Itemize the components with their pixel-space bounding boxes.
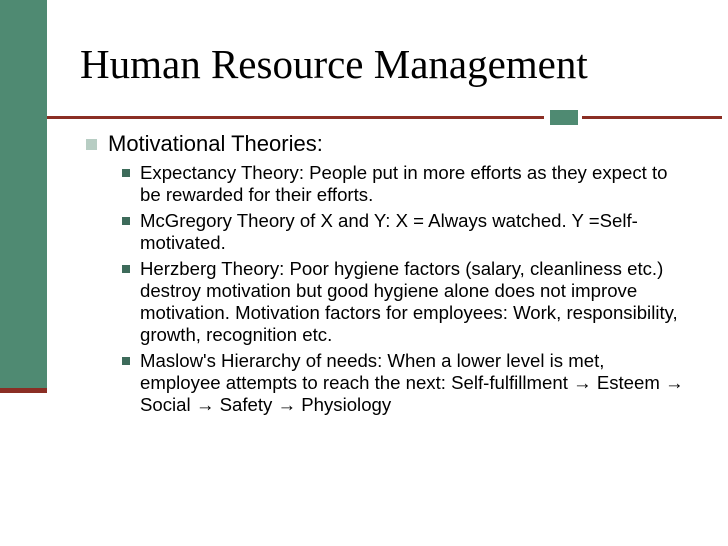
main-bullet <box>86 131 706 157</box>
title-divider-right <box>582 116 722 119</box>
maslow-level: Esteem <box>596 372 660 393</box>
title-divider <box>47 116 544 119</box>
list-item-text: Expectancy Theory: People put in more efforts as they expect to be rewarded for their efforts. <box>140 162 668 205</box>
square-bullet-icon <box>86 139 97 150</box>
square-bullet-icon <box>122 217 130 225</box>
square-bullet-icon <box>122 357 130 365</box>
right-arrow-icon: → <box>573 372 592 393</box>
divider-accent-block <box>550 110 578 125</box>
list-item <box>122 258 706 346</box>
maslow-level: Social <box>140 394 191 415</box>
list-item-text: McGregory Theory of X and Y: X = Always watched. Y =Self-motivated. <box>140 210 638 253</box>
theory-list <box>86 162 706 416</box>
maslow-lead: Maslow's Hierarchy of needs: When a lower level is met, employee attempts to reach the next: Self-fulfillment <box>140 350 605 393</box>
main-bullet-text: Motivational Theories: <box>108 131 323 156</box>
right-arrow-icon: → <box>195 394 215 415</box>
slide-body <box>86 131 706 420</box>
list-item <box>122 210 706 254</box>
maslow-level: Physiology <box>301 394 392 415</box>
side-accent-bar <box>0 0 47 388</box>
slide-title: Human Resource Management <box>80 41 588 87</box>
square-bullet-icon <box>122 169 130 177</box>
list-item-text <box>140 350 690 416</box>
list-item <box>122 350 706 416</box>
right-arrow-icon: → <box>665 372 684 393</box>
square-bullet-icon <box>122 265 130 273</box>
list-item-text: Herzberg Theory: Poor hygiene factors (salary, cleanliness etc.) destroy motivation but good hygiene alone does not improve motivation. Motivation factors for employees: Work, responsibility, growth, recognition etc. <box>140 258 678 345</box>
maslow-level: Safety <box>219 394 273 415</box>
side-accent-bar-red <box>0 388 47 393</box>
list-item <box>122 162 706 206</box>
right-arrow-icon: → <box>277 394 297 415</box>
